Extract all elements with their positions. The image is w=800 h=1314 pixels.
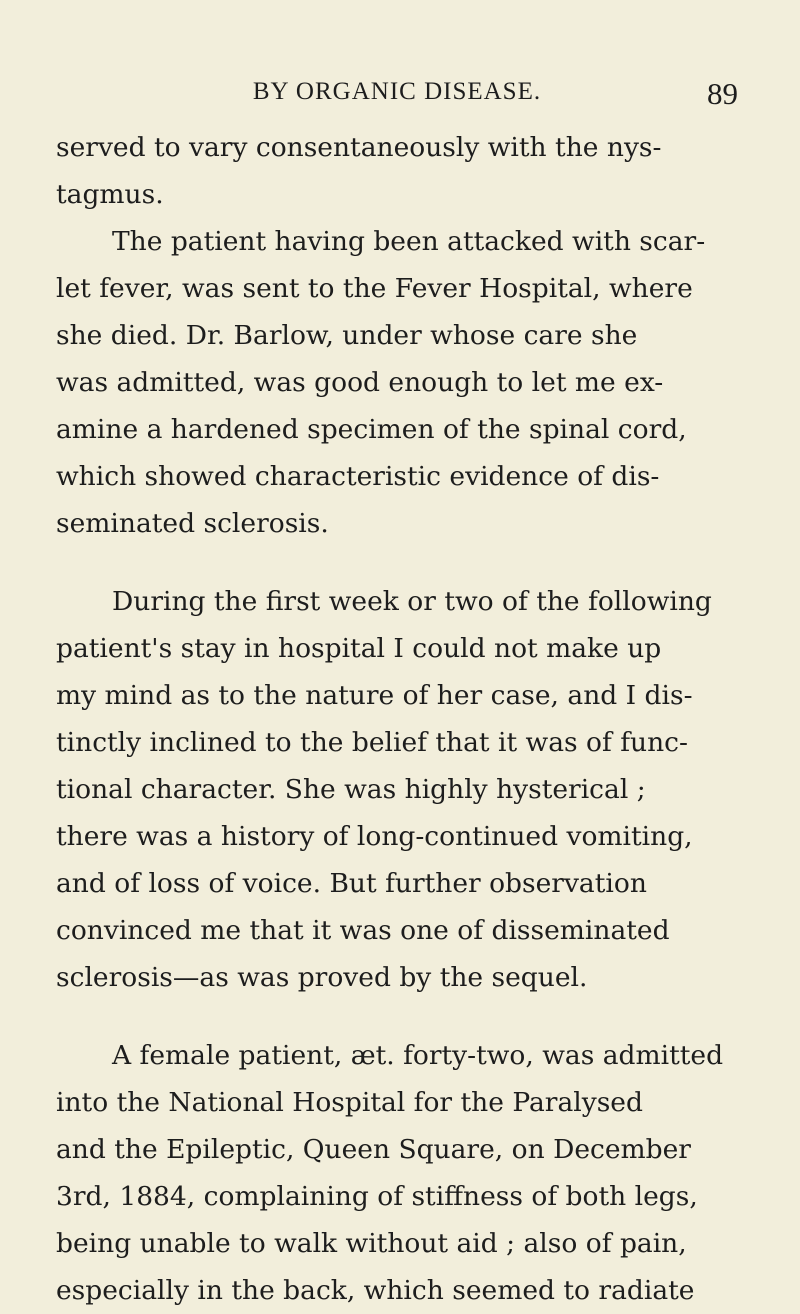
text-line: amine a hardened specimen of the spinal cord,	[56, 414, 687, 445]
text-line: A female patient, æt. forty-two, was admitted	[112, 1040, 724, 1071]
paragraph-4	[56, 1032, 746, 1314]
text-line: and of loss of voice. But further observation	[56, 868, 647, 899]
text-line: served to vary consentaneously with the nys-	[56, 132, 662, 163]
text-line: During the first week or two of the following	[112, 586, 712, 617]
text-line: she died. Dr. Barlow, under whose care she	[56, 320, 638, 351]
text-line: and the Epileptic, Queen Square, on December	[56, 1134, 691, 1165]
text-line: tinctly inclined to the belief that it was of func-	[56, 727, 688, 758]
text-line: 3rd, 1884, complaining of stiffness of both legs,	[56, 1181, 698, 1212]
page-number: 89	[707, 76, 738, 111]
text-line: convinced me that it was one of disseminated	[56, 915, 670, 946]
paragraph-gap	[56, 547, 746, 578]
page-header	[56, 76, 738, 116]
text-line: tagmus.	[56, 179, 164, 210]
text-line: tional character. She was highly hysterical ;	[56, 774, 646, 805]
paragraph-1	[56, 124, 746, 218]
paragraph-2	[56, 218, 746, 547]
text-line: seminated sclerosis.	[56, 508, 329, 539]
text-line: there was a history of long-continued vomiting,	[56, 821, 693, 852]
text-line: sclerosis—as was proved by the sequel.	[56, 962, 588, 993]
text-line: which showed characteristic evidence of dis-	[56, 461, 660, 492]
text-line: patient's stay in hospital I could not make up	[56, 633, 662, 664]
text-line: into the National Hospital for the Paralysed	[56, 1087, 643, 1118]
text-line: my mind as to the nature of her case, and I dis-	[56, 680, 693, 711]
text-line: The patient having been attacked with scar-	[112, 226, 706, 257]
paragraph-3	[56, 578, 746, 1001]
text-line: especially in the back, which seemed to radiate	[56, 1275, 695, 1306]
paragraph-gap	[56, 1001, 746, 1032]
text-line: let fever, was sent to the Fever Hospital, where	[56, 273, 693, 304]
running-head: BY ORGANIC DISEASE.	[252, 78, 542, 105]
body-text	[56, 124, 746, 1314]
text-line: being unable to walk without aid ; also of pain,	[56, 1228, 687, 1259]
text-line: was admitted, was good enough to let me ex-	[56, 367, 664, 398]
